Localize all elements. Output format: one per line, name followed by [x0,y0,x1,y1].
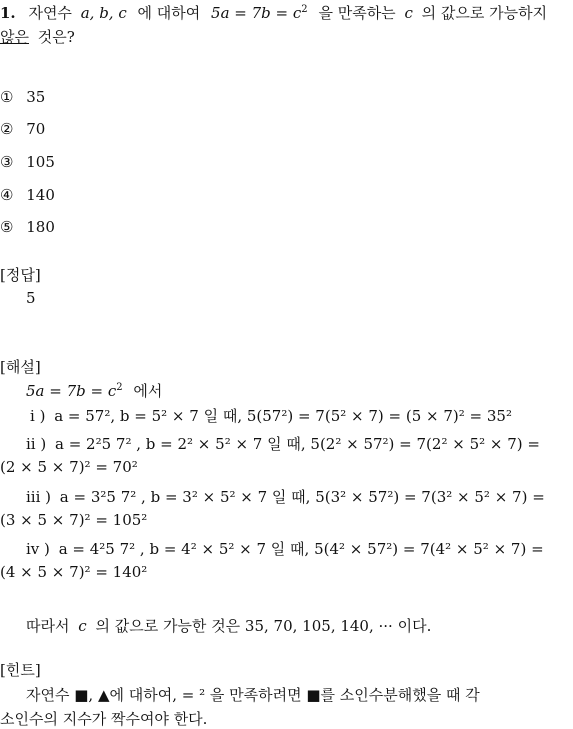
option-marker: ① [0,88,14,106]
explanation-intro [26,380,162,401]
question-line-2 [0,26,75,47]
option-value: 180 [26,218,55,236]
case-text: a = 57², b = 5² × 7 일 때, 5(57²) = 7(5² × 7) = (5 × 7)² = 35² [54,407,512,425]
question-c-var: c [404,4,413,22]
case-line-1: a = 2²5 7² , b = 2² × 5² × 7 일 때, 5(2² × 57²) = 7(2² × 5² × 7) = [55,435,540,453]
explanation-intro-suffix: 에서 [133,382,163,400]
question-text-a: 자연수 [28,4,72,22]
case-label: iii ) [26,488,52,506]
case-2 [26,433,540,454]
option-4[interactable] [0,186,55,204]
question-line-1 [0,2,547,23]
answer-heading: [정답] [0,266,41,284]
explanation-intro-eq: 5a = 7b = c [26,382,117,400]
option-value: 105 [26,153,55,171]
explanation-heading: [해설] [0,358,41,376]
question-underlined-word: 않은 [0,28,29,46]
question-text-d: 의 값으로 가능하지 [421,4,548,22]
option-marker: ⑤ [0,218,14,236]
question-text-b: 에 대하여 [137,4,201,22]
question-equation-exp: 2 [301,4,308,15]
case-label: i ) [30,407,46,425]
option-value: 140 [26,186,55,204]
case-2-line-2: (2 × 5 × 7)² = 70² [0,458,138,476]
question-equation: 5a = 7b = c [211,4,302,22]
question-number: 1. [0,4,16,22]
option-3[interactable] [0,153,55,171]
conclusion-var: c [78,617,87,635]
explanation-intro-exp: 2 [116,382,123,393]
hint-line-1: 자연수 ■, ▲에 대하여, = ² 을 만족하려면 ■를 소인수분해했을 때 각 [26,686,480,704]
answer-value: 5 [26,289,36,307]
case-line-1: a = 4²5 7² , b = 4² × 5² × 7 일 때, 5(4² × 57²) = 7(4² × 5² × 7) = [58,540,544,558]
option-5[interactable] [0,218,55,236]
case-label: iv ) [26,540,50,558]
case-4 [26,538,544,559]
option-2[interactable] [0,120,45,138]
case-4-line-2: (4 × 5 × 7)² = 140² [0,563,148,581]
case-label: ii ) [26,435,47,453]
case-1 [30,405,512,426]
conclusion-text-a: 따라서 [26,617,70,635]
case-3 [26,486,545,507]
question-text-end: 것은? [37,28,75,46]
explanation-conclusion [26,615,431,636]
option-value: 35 [26,88,46,106]
case-line-1: a = 3²5 7² , b = 3² × 5² × 7 일 때, 5(3² × 57²) = 7(3² × 5² × 7) = [59,488,545,506]
question-text-c: 을 만족하는 [318,4,396,22]
option-marker: ④ [0,186,14,204]
option-marker: ③ [0,153,14,171]
option-1[interactable] [0,88,45,106]
conclusion-text-b: 의 값으로 가능한 것은 35, 70, 105, 140, ··· 이다. [95,617,432,635]
question-vars: a, b, c [80,4,127,22]
hint-heading: [힌트] [0,661,41,679]
option-marker: ② [0,120,14,138]
hint-line-2: 소인수의 지수가 짝수여야 한다. [0,710,208,728]
option-value: 70 [26,120,46,138]
case-3-line-2: (3 × 5 × 7)² = 105² [0,511,148,529]
